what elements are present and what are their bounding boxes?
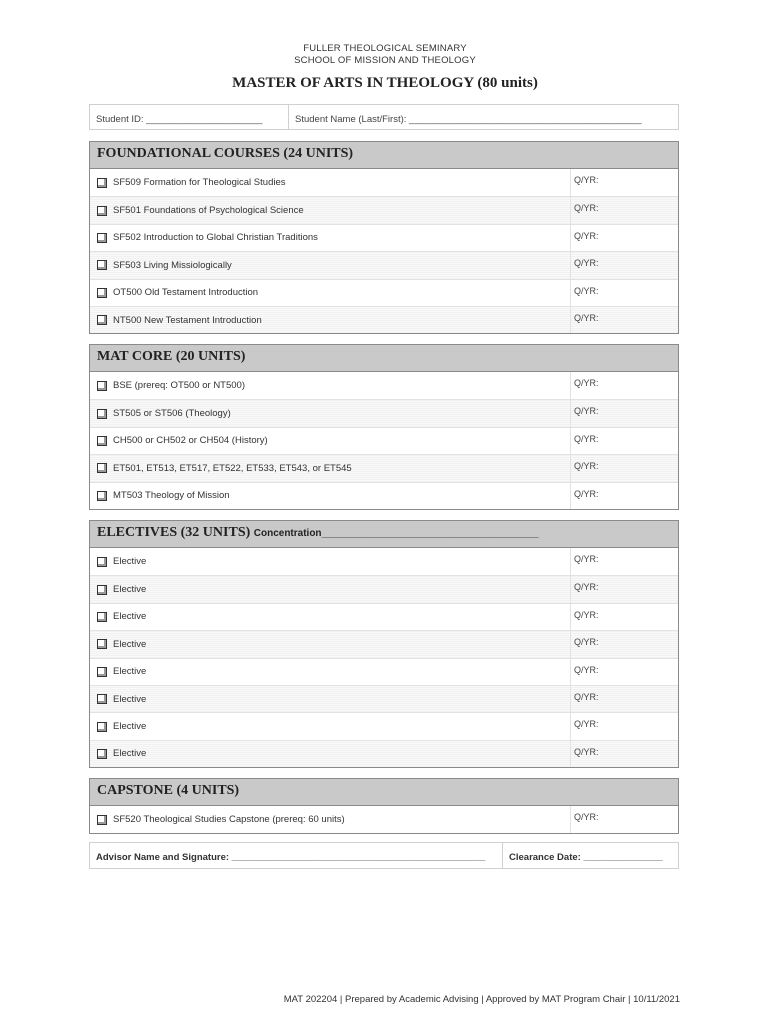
- course-row: [90, 712, 678, 739]
- course-checkbox[interactable]: [97, 206, 107, 216]
- concentration-field[interactable]: Concentration_______________________________________: [253, 528, 539, 539]
- course-checkbox[interactable]: [97, 639, 107, 649]
- course-row: [90, 454, 678, 481]
- page-title: MASTER OF ARTS IN THEOLOGY (80 units): [232, 75, 538, 91]
- qyr-field[interactable]: Q/YR:: [570, 197, 678, 223]
- capstone-section: [89, 778, 679, 834]
- course-checkbox[interactable]: [97, 612, 107, 622]
- qyr-field[interactable]: Q/YR:: [570, 225, 678, 251]
- course-checkbox[interactable]: [97, 288, 107, 298]
- course-label: SF509 Formation for Theological Studies: [113, 177, 286, 189]
- course-list: [90, 372, 678, 509]
- course-checkbox[interactable]: [97, 491, 107, 501]
- course-row: [90, 399, 678, 426]
- qyr-field[interactable]: Q/YR:: [570, 686, 678, 712]
- course-checkbox[interactable]: [97, 557, 107, 567]
- qyr-field[interactable]: Q/YR:: [570, 252, 678, 278]
- qyr-field[interactable]: Q/YR:: [570, 631, 678, 657]
- course-row: [90, 575, 678, 602]
- course-row: [90, 806, 678, 833]
- course-checkbox[interactable]: [97, 694, 107, 704]
- electives-section: [89, 520, 679, 768]
- course-checkbox[interactable]: [97, 667, 107, 677]
- qyr-field[interactable]: Q/YR:: [570, 806, 678, 833]
- course-row: [90, 169, 678, 196]
- qyr-field[interactable]: Q/YR:: [570, 659, 678, 685]
- qyr-field[interactable]: Q/YR:: [570, 576, 678, 602]
- clearance-date-field[interactable]: Clearance Date: _______________: [509, 852, 663, 863]
- course-row: [90, 658, 678, 685]
- course-list: [90, 169, 678, 333]
- footer-text: MAT 202204 | Prepared by Academic Advising | Approved by MAT Program Chair | 10/11/2021: [283, 994, 680, 1005]
- course-row: [90, 279, 678, 306]
- qyr-field[interactable]: Q/YR:: [570, 455, 678, 481]
- course-row: [90, 482, 678, 509]
- section-heading: [90, 521, 678, 548]
- course-label: Elective: [113, 611, 147, 623]
- course-checkbox[interactable]: [97, 463, 107, 473]
- course-checkbox[interactable]: [97, 815, 107, 825]
- course-label: ET501, ET513, ET517, ET522, ET533, ET543, or ET545: [113, 462, 352, 474]
- course-label: Elective: [113, 748, 147, 760]
- qyr-field[interactable]: Q/YR:: [570, 307, 678, 333]
- student-info-row: [89, 104, 679, 130]
- qyr-field[interactable]: Q/YR:: [570, 372, 678, 399]
- section-heading: FOUNDATIONAL COURSES (24 UNITS): [90, 142, 678, 169]
- course-label: Elective: [113, 584, 147, 596]
- course-label: CH500 or CH502 or CH504 (History): [113, 435, 268, 447]
- course-checkbox[interactable]: [97, 409, 107, 419]
- qyr-field[interactable]: Q/YR:: [570, 428, 678, 454]
- course-label: NT500 New Testament Introduction: [113, 314, 262, 326]
- student-name-field[interactable]: Student Name (Last/First): ____________________________________________: [295, 114, 642, 125]
- course-checkbox[interactable]: [97, 260, 107, 270]
- school-name: SCHOOL OF MISSION AND THEOLOGY: [294, 55, 476, 66]
- course-row: [90, 196, 678, 223]
- course-label: SF503 Living Missiologically: [113, 259, 232, 271]
- course-row: [90, 224, 678, 251]
- course-label: Elective: [113, 693, 147, 705]
- qyr-field[interactable]: Q/YR:: [570, 169, 678, 196]
- course-label: Elective: [113, 666, 147, 678]
- course-row: [90, 372, 678, 399]
- advisor-signature-field[interactable]: Advisor Name and Signature: ________________________________________________: [90, 843, 503, 868]
- course-row: [90, 427, 678, 454]
- course-label: Elective: [113, 638, 147, 650]
- course-checkbox[interactable]: [97, 381, 107, 391]
- qyr-field[interactable]: Q/YR:: [570, 713, 678, 739]
- course-list: [90, 548, 678, 767]
- course-checkbox[interactable]: [97, 315, 107, 325]
- course-row: [90, 603, 678, 630]
- course-label: BSE (prereq: OT500 or NT500): [113, 380, 245, 392]
- section-heading: CAPSTONE (4 UNITS): [90, 779, 678, 806]
- course-label: SF520 Theological Studies Capstone (prereq: 60 units): [113, 814, 345, 826]
- qyr-field[interactable]: Q/YR:: [570, 548, 678, 575]
- student-id-field[interactable]: Student ID: ______________________: [90, 105, 289, 129]
- course-label: SF501 Foundations of Psychological Science: [113, 205, 304, 217]
- qyr-field[interactable]: Q/YR:: [570, 280, 678, 306]
- qyr-field[interactable]: Q/YR:: [570, 741, 678, 767]
- section-heading-text: ELECTIVES (32 UNITS): [97, 525, 251, 540]
- course-checkbox[interactable]: [97, 436, 107, 446]
- institution-name: FULLER THEOLOGICAL SEMINARY: [303, 43, 467, 54]
- course-checkbox[interactable]: [97, 178, 107, 188]
- core-section: [89, 344, 679, 510]
- course-row: [90, 251, 678, 278]
- course-label: SF502 Introduction to Global Christian Traditions: [113, 232, 318, 244]
- course-checkbox[interactable]: [97, 585, 107, 595]
- course-row: [90, 306, 678, 333]
- course-label: ST505 or ST506 (Theology): [113, 408, 231, 420]
- course-label: MT503 Theology of Mission: [113, 490, 230, 502]
- course-label: OT500 Old Testament Introduction: [113, 287, 259, 299]
- qyr-field[interactable]: Q/YR:: [570, 400, 678, 426]
- course-checkbox[interactable]: [97, 722, 107, 732]
- course-list: [90, 806, 678, 833]
- course-checkbox[interactable]: [97, 749, 107, 759]
- course-label: Elective: [113, 556, 147, 568]
- advisor-row: [89, 842, 679, 869]
- section-heading: MAT CORE (20 UNITS): [90, 345, 678, 372]
- course-label: Elective: [113, 721, 147, 733]
- course-row: [90, 740, 678, 767]
- qyr-field[interactable]: Q/YR:: [570, 483, 678, 509]
- course-row: [90, 685, 678, 712]
- qyr-field[interactable]: Q/YR:: [570, 604, 678, 630]
- foundational-section: [89, 141, 679, 334]
- course-row: [90, 548, 678, 575]
- course-row: [90, 630, 678, 657]
- course-checkbox[interactable]: [97, 233, 107, 243]
